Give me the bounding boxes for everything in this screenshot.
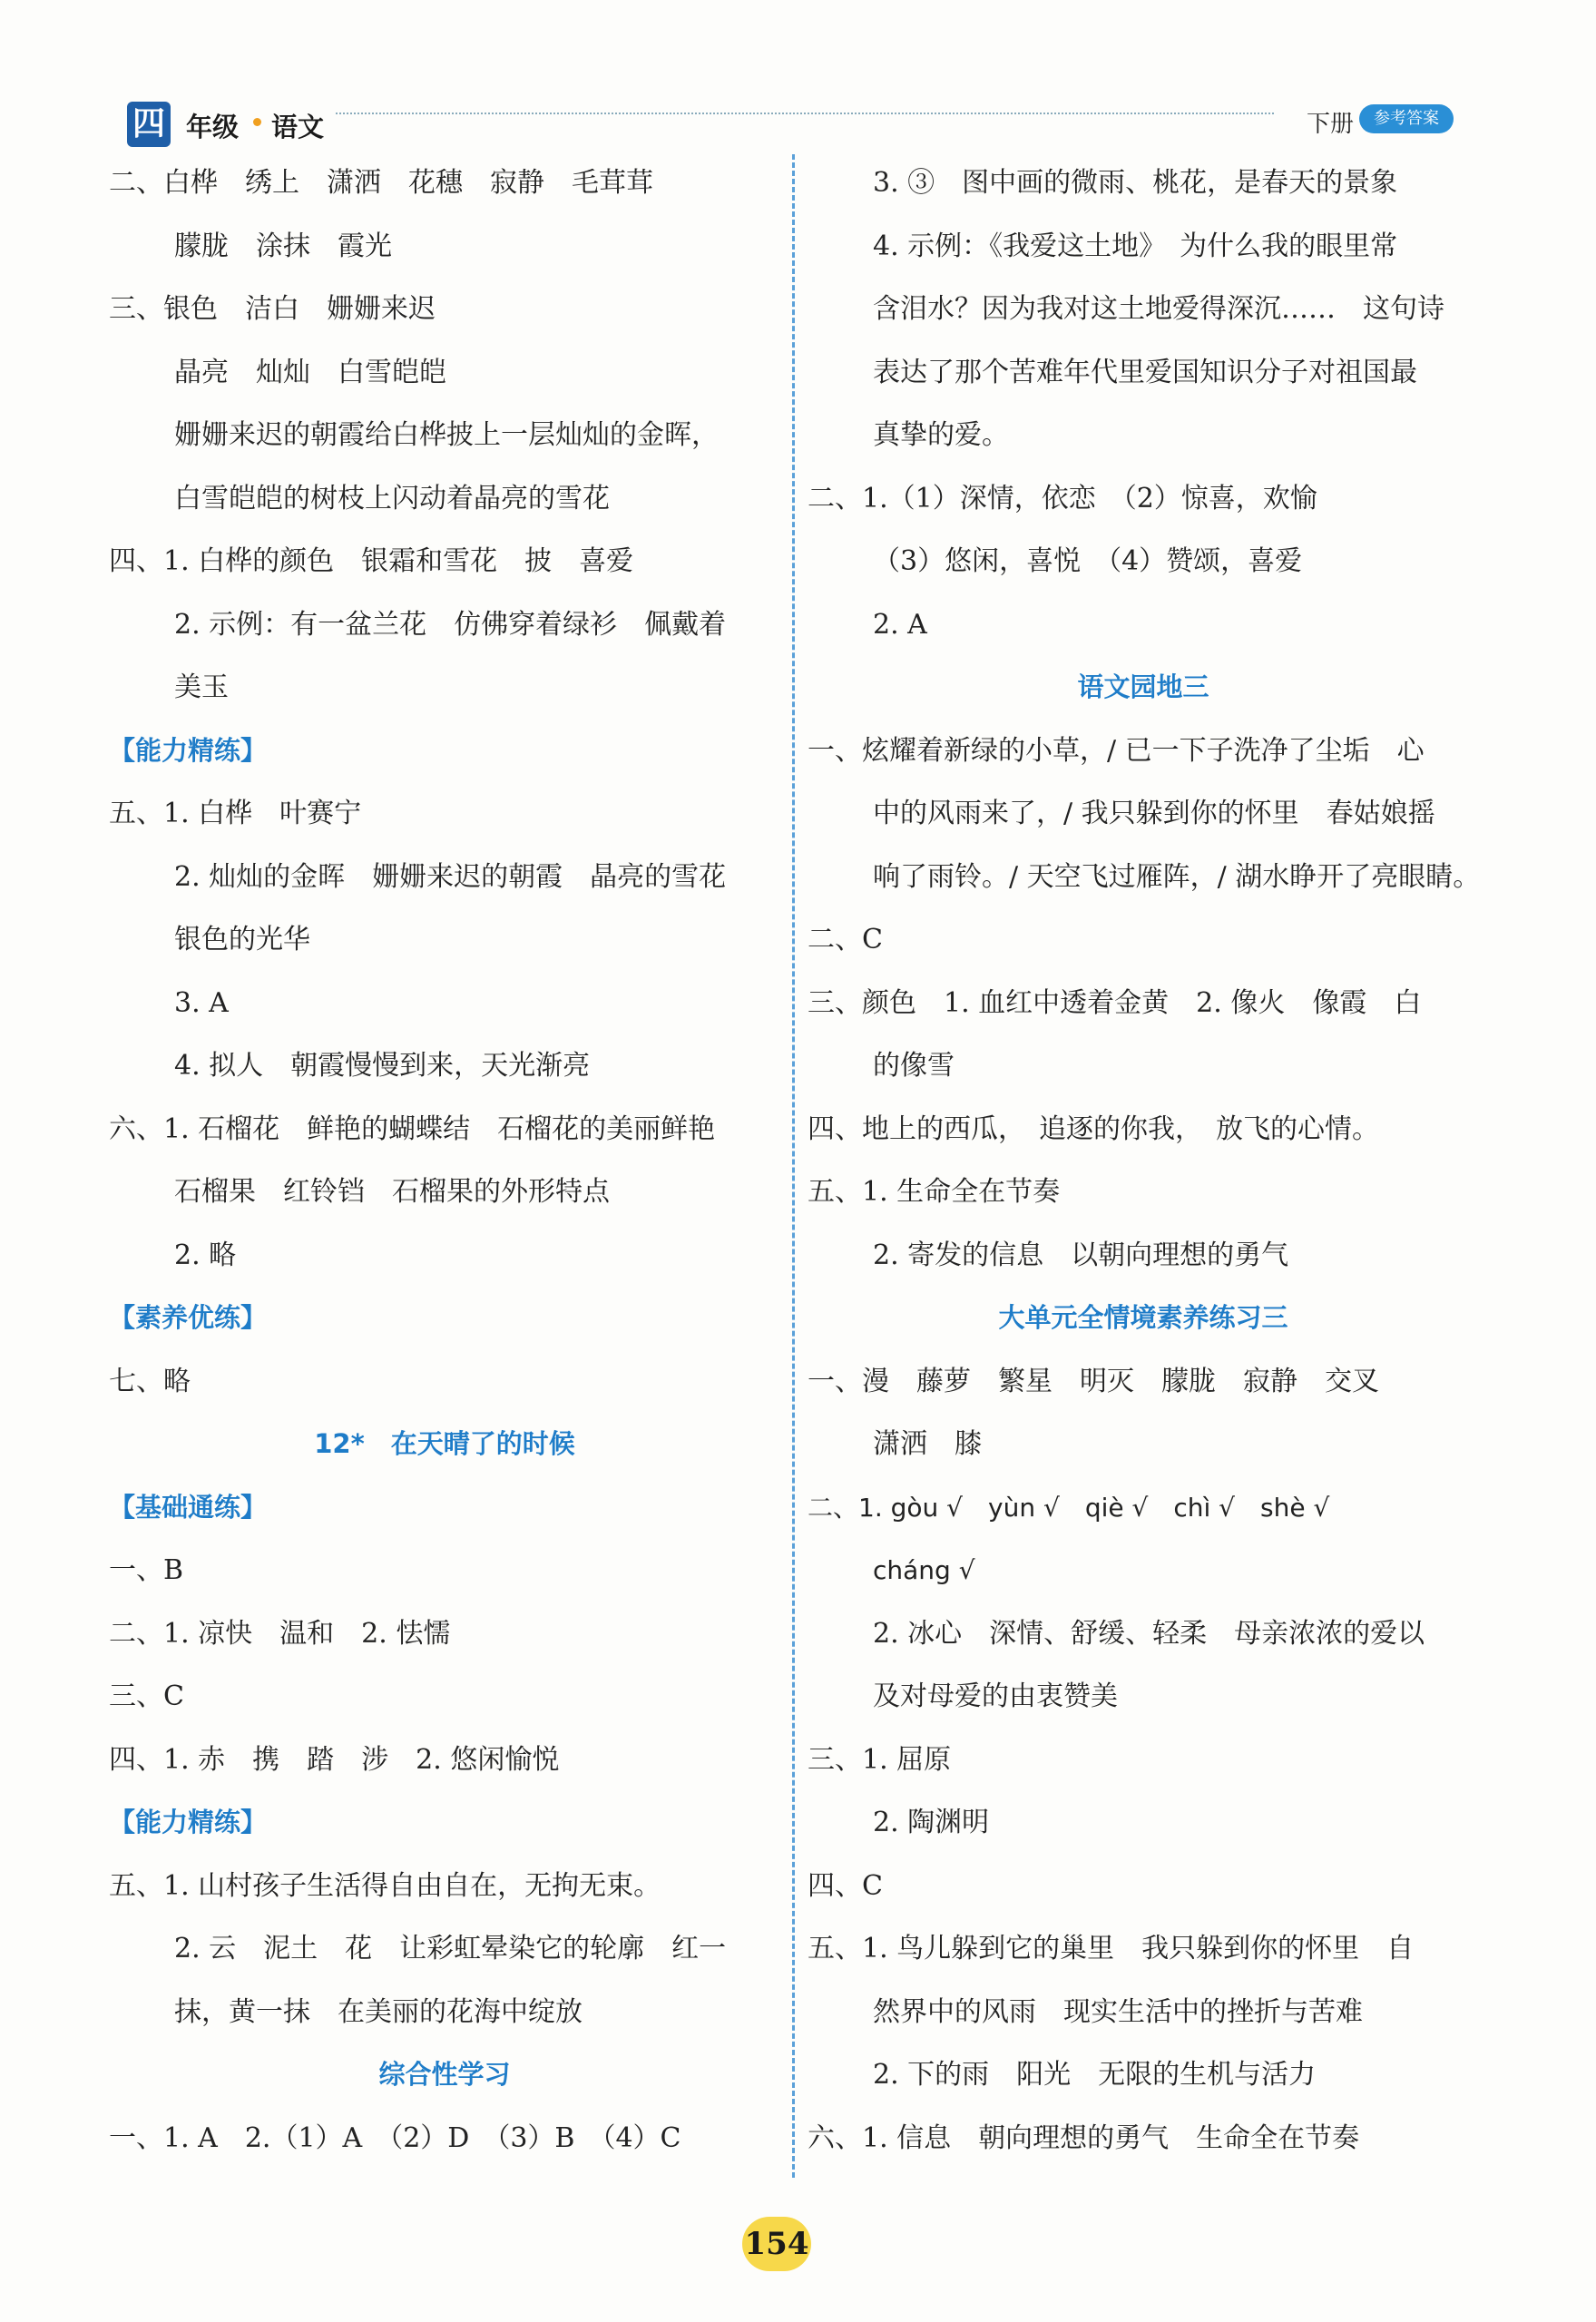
left-line: 4. 拟人 朝霞慢慢到来，天光渐亮	[174, 1050, 591, 1082]
separator-dot	[253, 118, 261, 126]
right-line: 3. ③ 图中画的微雨、桃花，是春天的景象	[873, 167, 1398, 199]
right-line: 表达了那个苦难年代里爱国知识分子对祖国最	[873, 356, 1417, 388]
left-line: 石榴果 红铃铛 石榴果的外形特点	[174, 1176, 610, 1208]
left-line: 美玉	[174, 671, 229, 703]
right-line: 2. 陶渊明	[873, 1807, 990, 1838]
right-line: 4. 示例：《我爱这土地》 为什么我的眼里常	[873, 230, 1398, 262]
right-line: 真挚的爱。	[873, 419, 1009, 451]
left-line: 一、B	[109, 1554, 184, 1586]
left-line: 二、白桦 绣上 潇洒 花穗 寂静 毛茸茸	[109, 167, 653, 199]
grade-label: 年级	[186, 112, 240, 142]
right-line: 中的风雨来了，/ 我只躲到你的怀里 春姑娘摇	[873, 798, 1435, 829]
right-line: 一、炫耀着新绿的小草，/ 已一下子洗净了尘垢 心	[808, 734, 1425, 767]
right-line: 五、1. 鸟儿躲到它的巢里 我只躲到你的怀里 自	[808, 1933, 1415, 1964]
left-line: 3. A	[174, 986, 229, 1019]
left-column	[109, 152, 780, 2170]
right-line: 含泪水？因为我对这土地爱得深沉…… 这句诗	[873, 293, 1444, 325]
left-line: 2. 灿灿的金晖 姗姗来迟的朝霞 晶亮的雪花	[174, 860, 727, 893]
right-line: 然界中的风雨 现实生活中的挫折与苦难	[873, 1995, 1363, 2028]
left-line: 【素养优练】	[109, 1302, 268, 1333]
right-line: 三、1. 屈原	[808, 1743, 952, 1776]
right-line: 及对母爱的由衷赞美	[873, 1680, 1118, 1712]
right-line: 六、1. 信息 朝向理想的勇气 生命全在节奏	[808, 2121, 1360, 2154]
right-line: cháng √	[873, 1555, 975, 1585]
right-line: 五、1. 生命全在节奏	[808, 1176, 1061, 1208]
right-line: 四、C	[808, 1869, 883, 1902]
grade-badge: 四	[127, 102, 171, 147]
right-line: 2. 下的雨 阳光 无限的生机与活力	[873, 2059, 1317, 2091]
left-line: 2. 略	[174, 1239, 237, 1271]
right-line: 2. 冰心 深情、舒缓、轻柔 母亲浓浓的爱以	[873, 1617, 1425, 1650]
page-number: 154	[742, 2217, 811, 2271]
right-line: 2. A	[873, 608, 927, 641]
volume-label: 下册	[1307, 111, 1355, 138]
left-line: 四、1. 赤 携 踏 涉 2. 悠闲愉悦	[109, 1743, 560, 1776]
left-line: 七、略	[109, 1365, 191, 1397]
header-rule	[336, 113, 1274, 114]
left-line: 【能力精练】	[109, 1807, 268, 1837]
right-line: 语文园地三	[1077, 671, 1209, 702]
left-line: 白雪皑皑的树枝上闪动着晶亮的雪花	[174, 482, 610, 514]
left-line: 一、1. A 2.（1）A （2）D （3）B （4）C	[109, 2121, 681, 2154]
right-line: 二、C	[808, 924, 883, 955]
left-line: 五、1. 山村孩子生活得自由自在，无拘无束。	[109, 1869, 661, 1902]
subject-label: 语文	[271, 112, 325, 142]
right-line: 二、1.（1）深情，依恋 （2）惊喜，欢愉	[808, 482, 1317, 514]
left-line: 2. 云 泥土 花 让彩虹晕染它的轮廓 红一	[174, 1933, 727, 1964]
left-line: 姗姗来迟的朝霞给白桦披上一层灿灿的金晖，	[174, 419, 719, 451]
left-line: 二、1. 凉快 温和 2. 怯懦	[109, 1617, 451, 1650]
left-line: 四、1. 白桦的颜色 银霜和雪花 披 喜爱	[109, 545, 634, 577]
left-line: 五、1. 白桦 叶赛宁	[109, 798, 362, 829]
left-line: 三、C	[109, 1680, 184, 1712]
left-line: 12* 在天晴了的时候	[314, 1428, 575, 1459]
right-line: 的像雪	[873, 1050, 955, 1082]
left-line: 【能力精练】	[109, 734, 268, 766]
left-line: 晶亮 灿灿 白雪皑皑	[174, 356, 446, 388]
right-line: 一、漫 藤萝 繁星 明灭 朦胧 寂静 交叉	[808, 1365, 1379, 1397]
answer-key-badge: 参考答案	[1359, 104, 1454, 133]
right-line: 响了雨铃。/ 天空飞过雁阵，/ 湖水睁开了亮眼睛。	[873, 860, 1481, 893]
left-line: 朦胧 涂抹 霞光	[174, 230, 392, 262]
left-line: 【基础通练】	[109, 1491, 268, 1523]
right-line: 二、1. gòu √ yùn √ qiè √ chì √ shè √	[808, 1492, 1330, 1523]
left-line: 三、银色 洁白 姗姗来迟	[109, 293, 436, 325]
right-column	[808, 152, 1479, 2170]
right-line: 2. 寄发的信息 以朝向理想的勇气	[873, 1239, 1289, 1271]
left-line: 综合性学习	[378, 2059, 511, 2090]
right-line: 潇洒 膝	[873, 1428, 982, 1460]
left-line: 银色的光华	[174, 924, 310, 955]
right-line: 三、颜色 1. 血红中透着金黄 2. 像火 像霞 白	[808, 986, 1422, 1019]
right-line: 大单元全情境素养练习三	[998, 1302, 1288, 1333]
left-line: 抹，黄一抹 在美丽的花海中绽放	[174, 1995, 583, 2028]
column-divider	[792, 154, 795, 2178]
left-line: 2. 示例：有一盆兰花 仿佛穿着绿衫 佩戴着	[174, 608, 727, 641]
left-line: 六、1. 石榴花 鲜艳的蝴蝶结 石榴花的美丽鲜艳	[109, 1112, 716, 1145]
right-line: （3）悠闲，喜悦 （4）赞颂，喜爱	[873, 545, 1303, 577]
right-line: 四、地上的西瓜， 追逐的你我， 放飞的心情。	[808, 1112, 1379, 1145]
